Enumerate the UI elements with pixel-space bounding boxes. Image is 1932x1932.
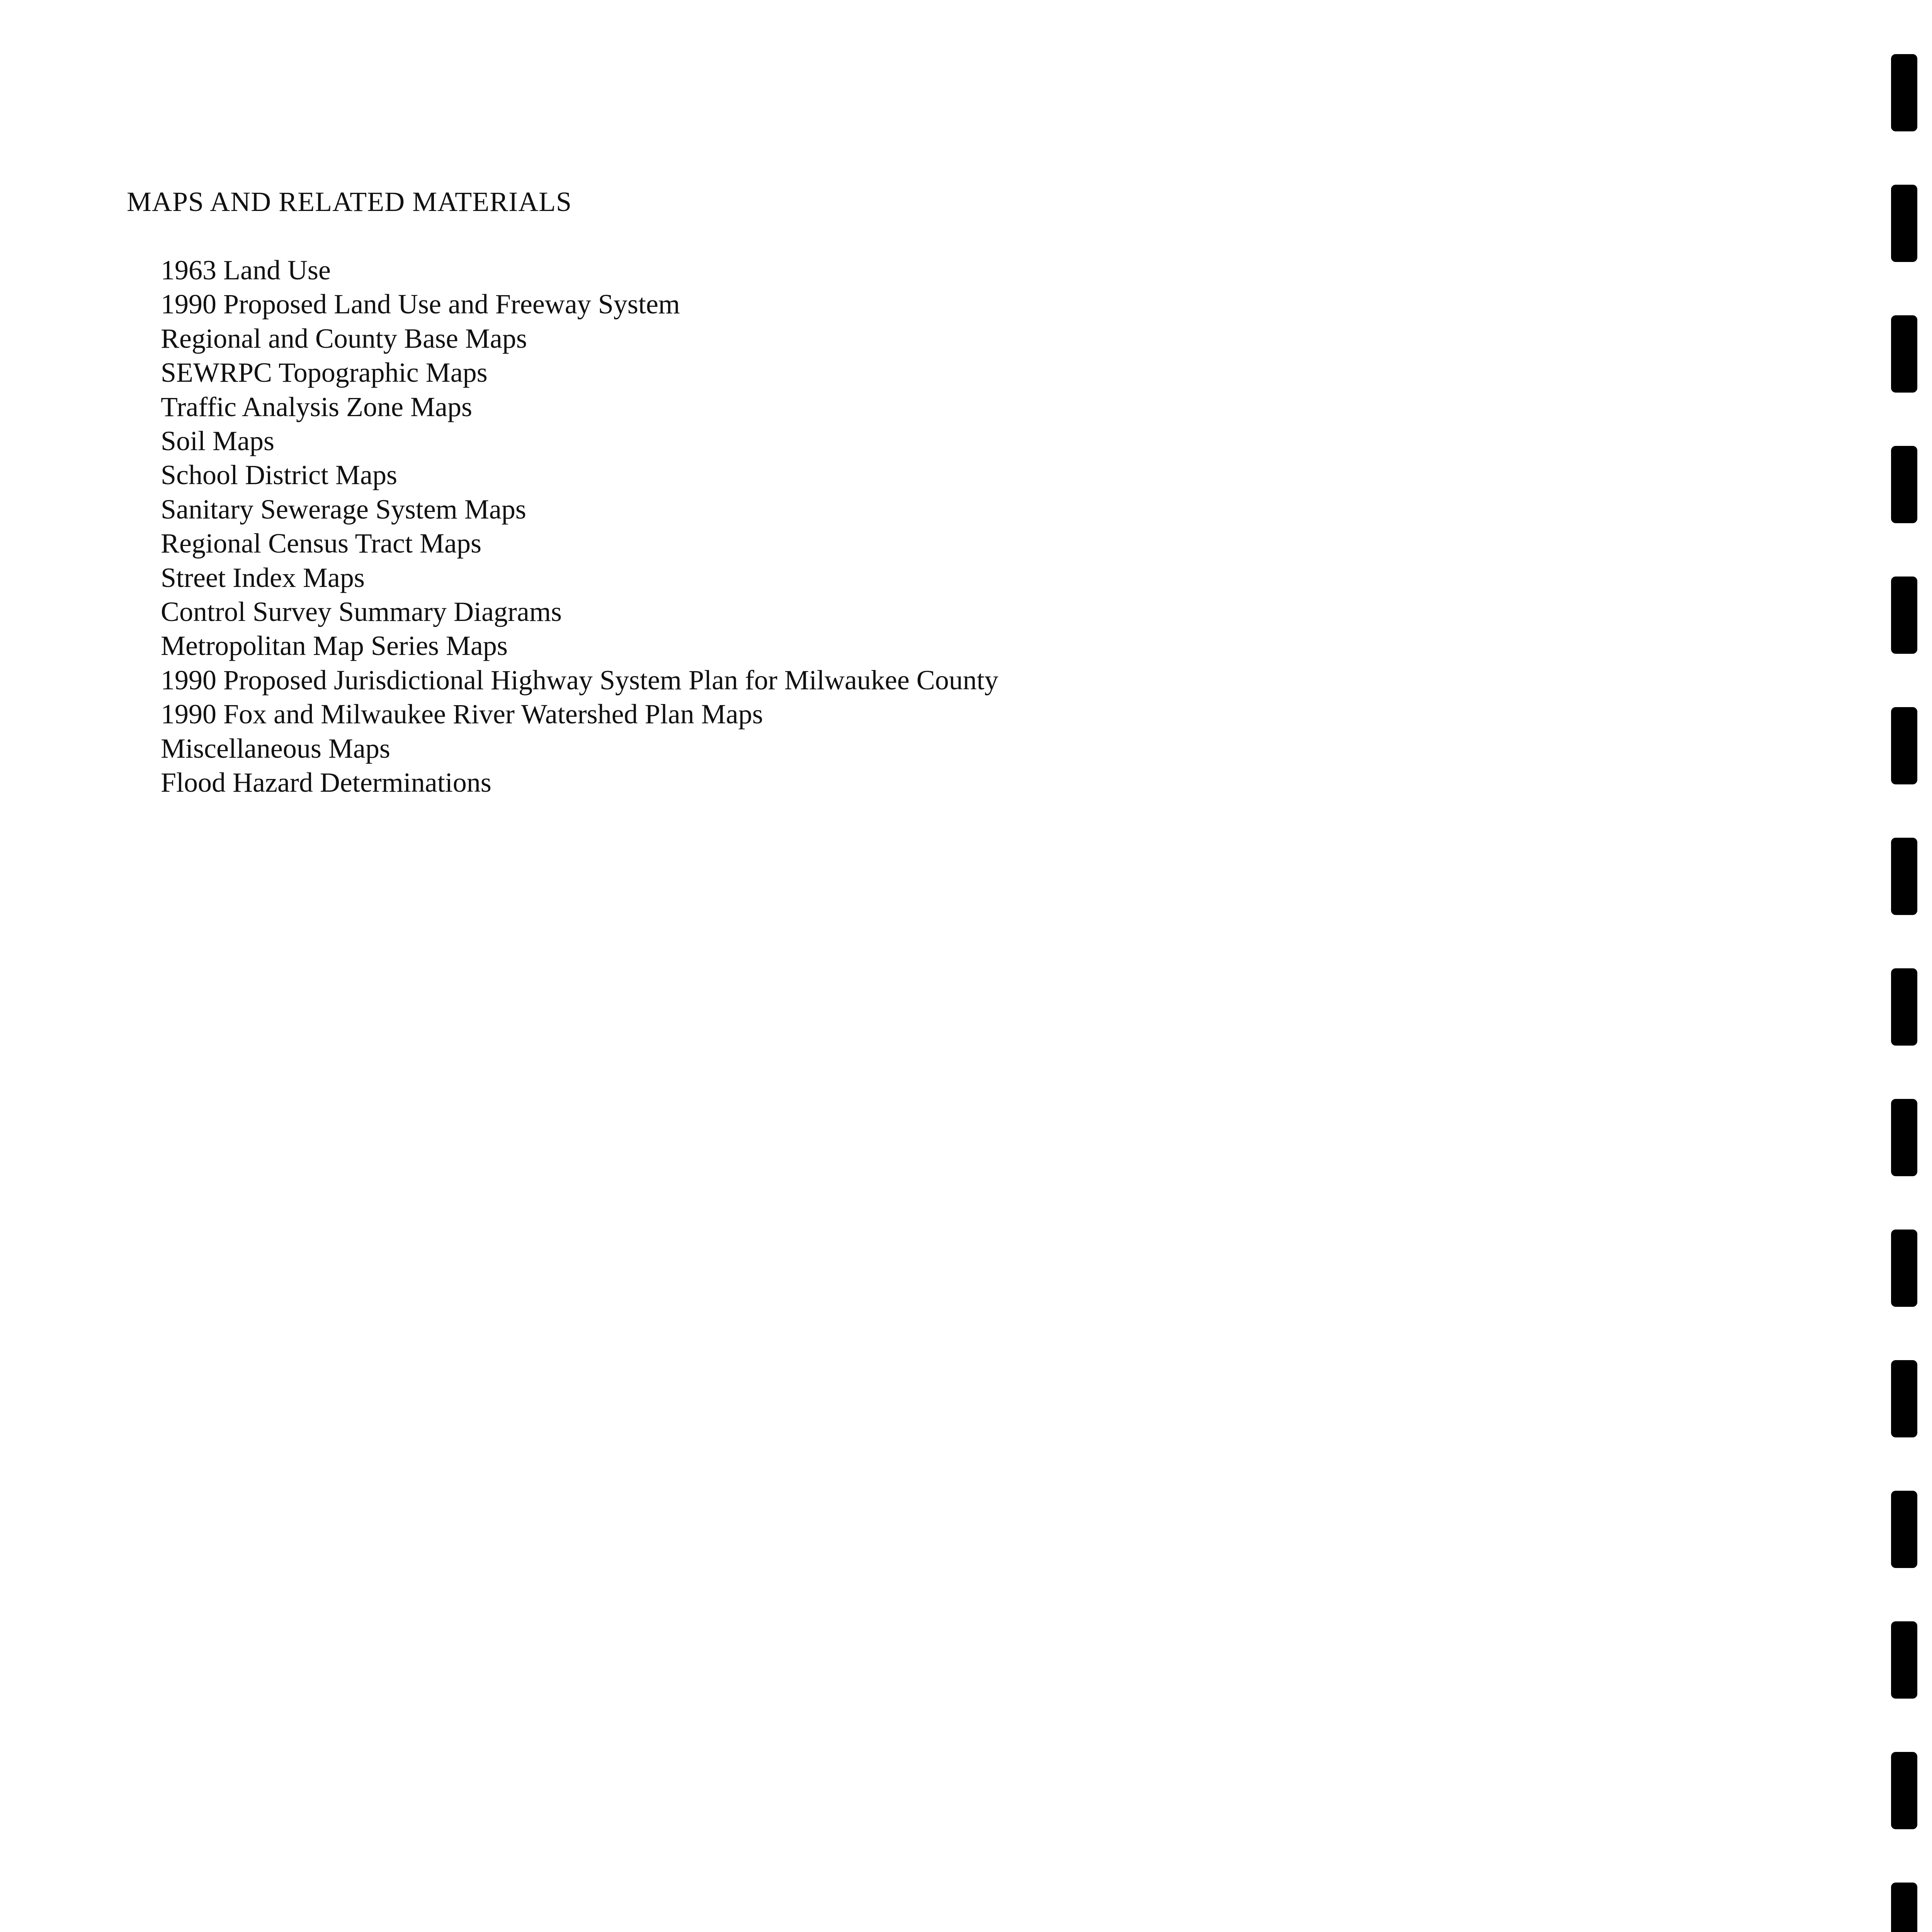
list-item: Control Survey Summary Diagrams [161, 596, 562, 628]
list-item: School District Maps [161, 459, 397, 491]
binding-hole [1891, 968, 1917, 1046]
binding-hole [1891, 577, 1917, 654]
binding-hole [1891, 1752, 1917, 1829]
list-item: Flood Hazard Determinations [161, 767, 492, 798]
binding-hole [1891, 1360, 1917, 1437]
list-item: 1990 Fox and Milwaukee River Watershed Plan Maps [161, 699, 763, 730]
list-item: Traffic Analysis Zone Maps [161, 391, 472, 422]
binding-hole [1891, 315, 1917, 393]
list-item: 1990 Proposed Jurisdictional Highway System Plan for Milwaukee County [161, 664, 998, 696]
binding-hole [1891, 1883, 1917, 1932]
list-item: Street Index Maps [161, 562, 365, 593]
binding-hole [1891, 1099, 1917, 1176]
list-item: Metropolitan Map Series Maps [161, 630, 508, 662]
list-item: Soil Maps [161, 425, 275, 457]
section-heading: MAPS AND RELATED MATERIALS [127, 186, 572, 217]
binding-hole [1891, 1621, 1917, 1699]
list-item: Regional and County Base Maps [161, 323, 527, 354]
list-item: Miscellaneous Maps [161, 733, 390, 764]
binding-hole [1891, 185, 1917, 262]
list-item: Sanitary Sewerage System Maps [161, 493, 526, 525]
binding-hole [1891, 838, 1917, 915]
list-item: 1963 Land Use [161, 255, 331, 286]
list-item: SEWRPC Topographic Maps [161, 357, 488, 388]
binding-hole [1891, 446, 1917, 523]
binding-strip [1886, 0, 1924, 1932]
binding-hole [1891, 54, 1917, 131]
binding-hole [1891, 1230, 1917, 1307]
materials-list [161, 253, 998, 800]
list-item: 1990 Proposed Land Use and Freeway System [161, 289, 680, 320]
binding-hole [1891, 1491, 1917, 1568]
binding-hole [1891, 707, 1917, 784]
list-item: Regional Census Tract Maps [161, 528, 482, 559]
